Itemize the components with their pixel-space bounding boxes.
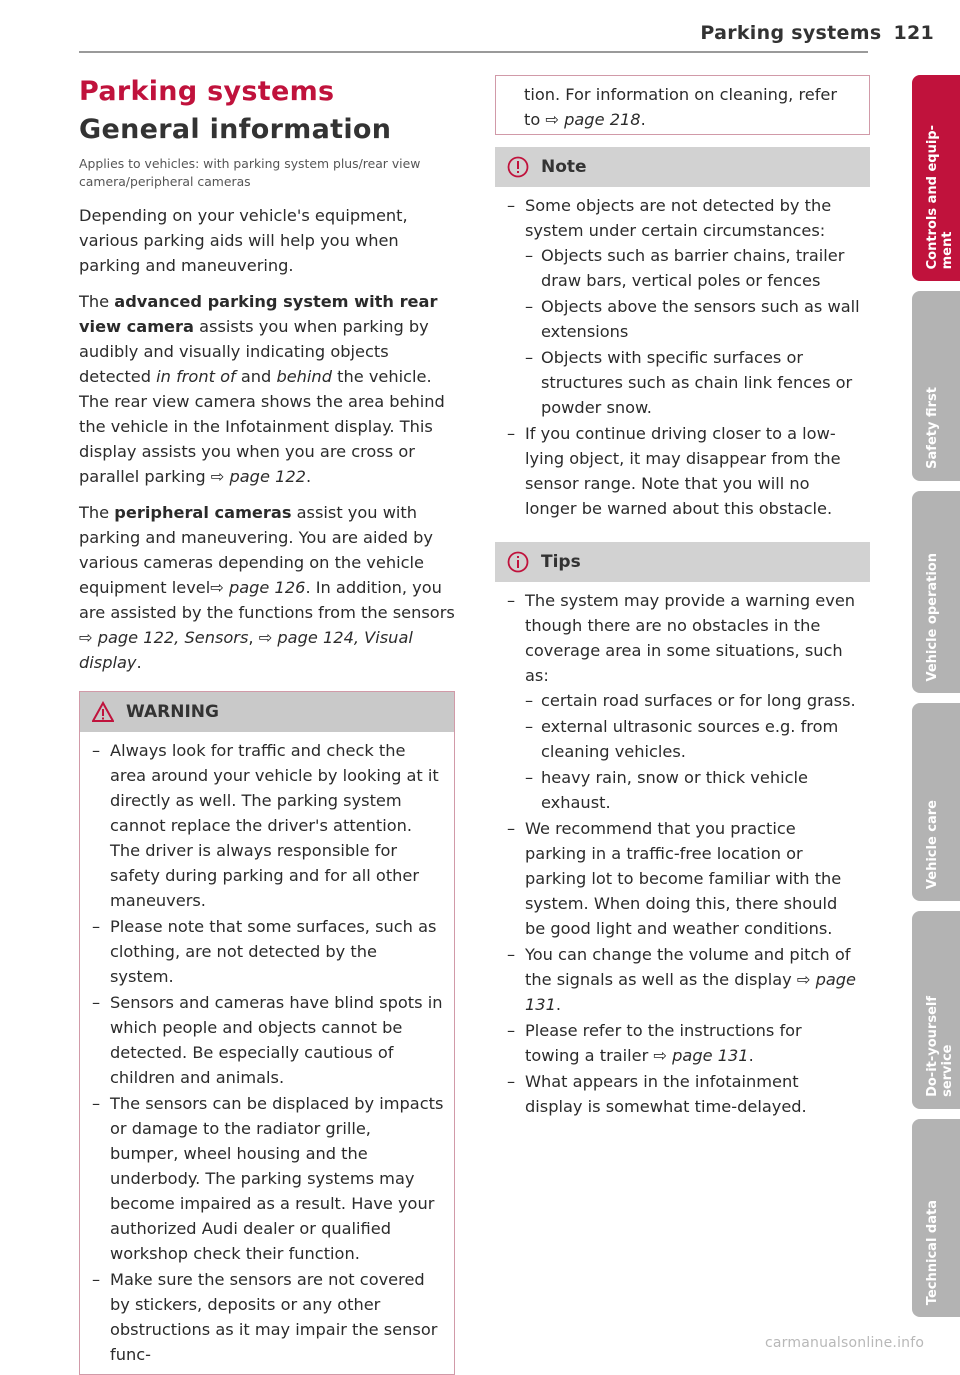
list-item: – Make sure the sensors are not covered by stickers, deposits or any other obstructions as it may impair the sensor func- bbox=[80, 1267, 444, 1367]
page-number: 121 bbox=[893, 22, 934, 44]
xref-page-218[interactable]: ⇨ page 218 bbox=[545, 110, 641, 129]
footer-watermark: carmanualsonline.info bbox=[765, 1335, 925, 1351]
list-item: – external ultrasonic sources e.g. from cleaning vehicles. bbox=[525, 714, 860, 764]
note-heading: Note bbox=[541, 157, 587, 177]
term-peripheral-cameras: peripheral cameras bbox=[114, 503, 292, 522]
list-item: – certain road surfaces or for long grass. bbox=[525, 688, 860, 713]
xref-page-131-towing[interactable]: ⇨ page 131 bbox=[653, 1046, 749, 1065]
intro-paragraph: Depending on your vehicle's equipment, various parking aids will help you when parking and maneuvering. bbox=[79, 206, 408, 275]
xref-page-122[interactable]: ⇨ page 122 bbox=[210, 467, 306, 486]
tips-header bbox=[495, 542, 870, 582]
note-sublist bbox=[525, 243, 860, 420]
tab-vehicle-care[interactable]: Vehicle care bbox=[912, 703, 960, 901]
right-column bbox=[495, 75, 870, 1126]
tab-safety-first[interactable]: Safety first bbox=[912, 291, 960, 481]
tab-do-it-yourself-service[interactable]: Do-it-yourself service bbox=[912, 911, 960, 1109]
warning-list bbox=[80, 732, 454, 1374]
tips-heading: Tips bbox=[541, 552, 581, 572]
note-list bbox=[495, 187, 870, 528]
list-item: – Objects above the sensors such as wall extensions bbox=[525, 294, 860, 344]
list-item: – You can change the volume and pitch of the signals as well as the display ⇨ page 131. bbox=[495, 942, 860, 1017]
note-exclamation-icon bbox=[507, 156, 529, 178]
tips-box bbox=[495, 542, 870, 1126]
peripheral-cameras-paragraph: The peripheral cameras assist you with parking and maneuvering. You are aided by various cameras depending on the vehicle equipment level⇨ page 126. In addition, you are assisted by the functions from the sensors ⇨ page 122, Sensors, ⇨ page 124, Visual display. bbox=[79, 503, 455, 672]
tab-technical-data[interactable]: Technical data bbox=[912, 1119, 960, 1317]
note-header bbox=[495, 147, 870, 187]
term-advanced-parking: advanced parking system with rear view camera bbox=[79, 292, 438, 336]
section-title: Parking systems bbox=[79, 76, 335, 107]
list-item: – Some objects are not detected by the system under certain circumstances: – Objects such as barrier chains, trailer draw bars, vertical poles or fences – Objects above the sensors such as wall extensions – Objects with specific surfaces or structures such as chain link fences or powder snow. bbox=[495, 193, 860, 420]
xref-sensors[interactable]: ⇨ page 122, Sensors bbox=[79, 628, 249, 647]
tips-sublist bbox=[525, 688, 860, 815]
list-item: – If you continue driving closer to a low-lying object, it may disappear from the sensor range. Note that you will no longer be warned about this obstacle. bbox=[495, 421, 860, 521]
list-item: – We recommend that you practice parking in a traffic-free location or parking lot to become familiar with the system. When doing this, there should be good light and weather conditions. bbox=[495, 816, 860, 941]
list-item: – heavy rain, snow or thick vehicle exhaust. bbox=[525, 765, 860, 815]
list-item: – The sensors can be displaced by impacts or damage to the radiator grille, bumper, wheel housing and the underbody. The parking systems may become impaired as a result. Have your authorized Audi dealer or qualified workshop check their function. bbox=[80, 1091, 444, 1266]
list-item: – The system may provide a warning even though there are no obstacles in the coverage area in some situations, such as: – certain road surfaces or for long grass. – external ultrasonic sources e.g. from cleaning vehicles. – heavy rain, snow or thick vehicle exhaust. bbox=[495, 588, 860, 815]
warning-continued: tion. For information on cleaning, refer to ⇨ page 218. bbox=[495, 75, 870, 135]
list-item: – Objects with specific surfaces or structures such as chain link fences or powder snow. bbox=[525, 345, 860, 420]
running-title: Parking systems bbox=[700, 22, 882, 44]
list-item: – Objects such as barrier chains, trailer draw bars, vertical poles or fences bbox=[525, 243, 860, 293]
xref-page-131[interactable]: ⇨ page 131 bbox=[525, 970, 856, 1014]
warning-box bbox=[79, 691, 455, 1375]
xref-visual-display[interactable]: ⇨ page 124, Visual display bbox=[79, 628, 413, 672]
list-item: – Please refer to the instructions for towing a trailer ⇨ page 131. bbox=[495, 1018, 860, 1068]
running-head bbox=[640, 22, 934, 52]
left-column bbox=[79, 75, 455, 1375]
list-item: – What appears in the infotainment display is somewhat time-delayed. bbox=[495, 1069, 860, 1119]
tab-vehicle-operation[interactable]: Vehicle operation bbox=[912, 491, 960, 693]
applies-note: Applies to vehicles: with parking system plus/rear view camera/peripheral cameras bbox=[79, 156, 421, 189]
tab-controls-and-equipment[interactable]: Controls and equip- ment bbox=[912, 75, 960, 281]
list-item: – Please note that some surfaces, such as clothing, are not detected by the system. bbox=[80, 914, 444, 989]
note-box bbox=[495, 147, 870, 528]
warning-header bbox=[80, 692, 454, 732]
list-item: – Sensors and cameras have blind spots in which people and objects cannot be detected. Be especially cautious of children and animals. bbox=[80, 990, 444, 1090]
warning-triangle-icon bbox=[92, 701, 114, 723]
list-item: – Always look for traffic and check the area around your vehicle by looking at it directly as well. The parking system cannot replace the driver's attention. The driver is always responsible for safety during parking and for all other maneuvers. bbox=[80, 738, 444, 913]
tips-list bbox=[495, 582, 870, 1126]
section-subtitle: General information bbox=[79, 114, 392, 145]
xref-page-126[interactable]: ⇨ page 126 bbox=[210, 578, 306, 597]
rear-camera-paragraph: The advanced parking system with rear view camera assists you when parking by audibly and visually indicating objects detected in front of and behind the vehicle. The rear view camera shows the area behind the vehicle in the Infotainment display. This display assists you when you are cross or parallel parking ⇨ page 122. bbox=[79, 292, 445, 486]
info-icon bbox=[507, 551, 529, 573]
warning-heading: WARNING bbox=[126, 702, 219, 722]
